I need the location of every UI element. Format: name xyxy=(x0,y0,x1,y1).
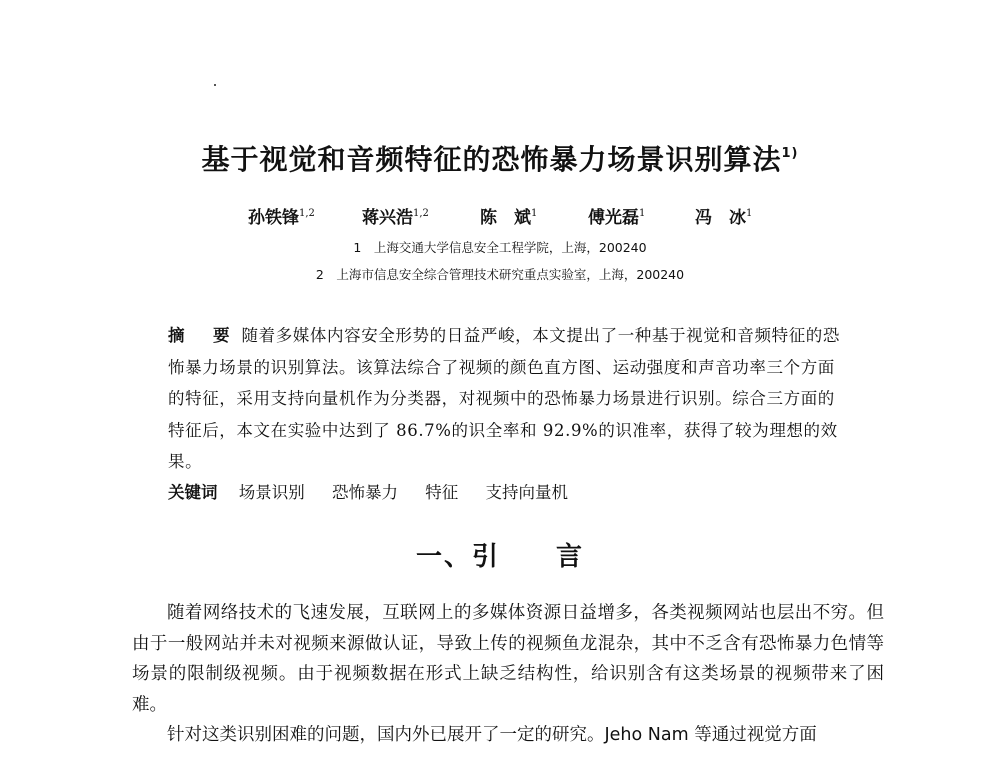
keywords xyxy=(168,479,848,503)
author: 孙铁锋$^{1,2}$ xyxy=(248,208,315,228)
section-heading: 一、引 言 xyxy=(415,542,584,572)
keyword: 恐怖暴力 xyxy=(332,483,398,502)
keyword: 场景识别 xyxy=(238,483,305,502)
author: 傅光磊$^1$ xyxy=(588,208,646,228)
scan-speck xyxy=(214,84,216,86)
keyword: 支持向量机 xyxy=(485,483,568,502)
keyword: 特征 xyxy=(425,483,459,502)
author: 蒋兴浩$^{1,2}$ xyxy=(362,208,429,228)
abstract-label: 摘 要 xyxy=(168,326,236,345)
keywords-label: 关键词 xyxy=(168,483,218,502)
body-text xyxy=(132,598,884,751)
paragraph: 随着网络技术的飞速发展，互联网上的多媒体资源日益增多，各类视频网站也层出不穷。但由于一般网站并未对视频来源做认证，导致上传的视频鱼龙混杂，其中不乏含有恐怖暴力色情等场景的限制级视频。由于视频数据在形式上缺乏结构性，给识别含有这类场景的视频带来了困难。 xyxy=(132,603,884,715)
author: 陈 斌$^1$ xyxy=(480,208,538,228)
paragraph: 针对这类识别困难的问题，国内外已展开了一定的研究。Jeho Nam 等通过视觉方面 xyxy=(167,725,817,745)
abstract xyxy=(168,320,848,478)
title-footnote-mark: 1) xyxy=(781,146,799,161)
abstract-text: 随着多媒体内容安全形势的日益严峻，本文提出了一种基于视觉和音频特征的恐怖暴力场景的识别算法。该算法综合了视频的颜色直方图、运动强度和声音功率三个方面的特征，采用支持向量机作为分类器，对视频中的恐怖暴力场景进行识别。综合三方面的特征后，本文在实验中达到了 86.7%的识全率和 92.9%的识准率，获得了较为理想的效果。 xyxy=(168,326,840,471)
affiliation-2: 2 上海市信息安全综合管理技术研究重点实验室，上海，200240 xyxy=(315,267,685,282)
author: 冯 冰$^1$ xyxy=(695,208,753,228)
paper-title: 基于视觉和音频特征的恐怖暴力场景识别算法$^{1)}$ xyxy=(201,143,799,176)
affiliation-1: 1 上海交通大学信息安全工程学院，上海，200240 xyxy=(353,240,647,255)
